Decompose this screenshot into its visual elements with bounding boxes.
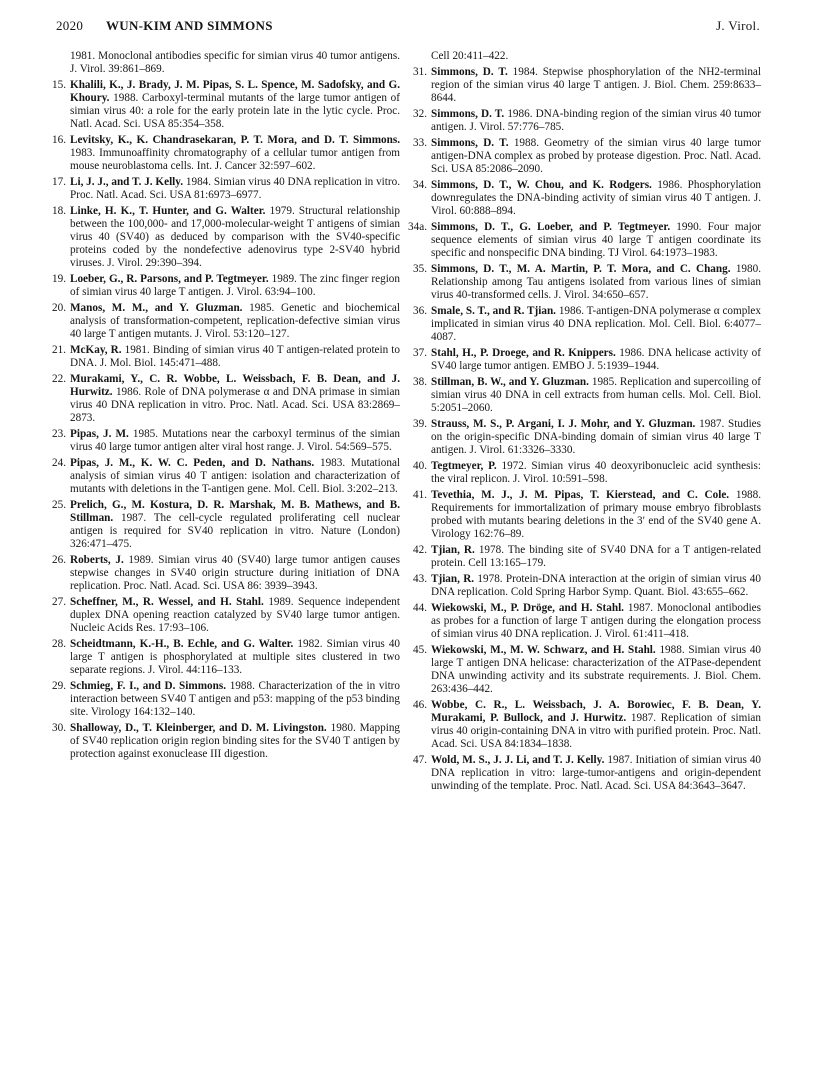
- reference-text: 1987. Replication of simian virus 40 origin-containing DNA in vitro with purified protein. Proc. Natl. Acad. Sci. USA 84:1834–1838.: [431, 712, 761, 750]
- reference-number: 31.: [413, 66, 427, 78]
- reference-text: 1981. Monoclonal antibodies specific for simian virus 40 tumor antigens. J. Virol. 39:861–869.: [70, 50, 400, 75]
- reference-text: 1987. The cell-cycle regulated proliferating cell nuclear antigen is required for SV40 replication in vitro. Nature (London) 326:471–475.: [70, 512, 401, 550]
- page-number: 2020: [56, 18, 84, 33]
- reference-authors: Tjian, R.: [431, 544, 475, 556]
- reference-authors: Manos, M. M., and Y. Gluzman.: [70, 302, 243, 314]
- reference-number: 19.: [52, 273, 66, 285]
- reference-authors: Scheffner, M., R. Wessel, and H. Stahl.: [70, 596, 264, 608]
- reference-number: 46.: [413, 699, 427, 711]
- reference-number: 33.: [413, 137, 427, 149]
- reference-entry: [413, 644, 762, 696]
- reference-text: 1981. Binding of simian virus 40 T antigen-related protein to DNA. J. Mol. Biol. 145:471–488.: [70, 344, 400, 369]
- reference-authors: Li, J. J., and T. J. Kelly.: [70, 176, 184, 188]
- reference-entry: [413, 754, 762, 793]
- references-right-column: [408, 50, 762, 796]
- reference-entry: [52, 499, 401, 551]
- reference-authors: Simmons, D. T.: [431, 66, 508, 78]
- reference-number: 26.: [52, 554, 66, 566]
- reference-number: 47.: [413, 754, 427, 766]
- reference-authors: Tegtmeyer, P.: [431, 460, 497, 472]
- running-header: [56, 18, 760, 40]
- reference-authors: Wiekowski, M., P. Dröge, and H. Stahl.: [431, 602, 624, 614]
- reference-text: 1990. Four major sequence elements of simian virus 40 large T antigen coordinate its specific and nonspecific DNA binding. TJ Virol. 64:1973–1983.: [431, 221, 762, 259]
- journal-name: J. Virol.: [716, 18, 760, 33]
- reference-text: 1986. Role of DNA polymerase α and DNA primase in simian virus 40 DNA replication in vitro. Proc. Natl. Acad. Sci. USA 83:2869–2873.: [70, 386, 401, 424]
- reference-authors: Pipas, J. M.: [70, 428, 129, 440]
- reference-text: 1972. Simian virus 40 deoxyribonucleic acid synthesis: the viral replicon. J. Virol. 10:591–598.: [431, 460, 761, 485]
- reference-text: 1986. DNA-binding region of the simian virus 40 tumor antigen. J. Virol. 57:776–785.: [431, 108, 761, 133]
- reference-authors: Levitsky, K., K. Chandrasekaran, P. T. Mora, and D. T. Simmons.: [70, 134, 400, 146]
- reference-text: 1989. Sequence independent duplex DNA opening reaction catalyzed by SV40 large tumor antigen. Nucleic Acids Res. 17:93–106.: [70, 596, 400, 634]
- reference-number: 34a.: [408, 221, 427, 233]
- reference-text: 1980. Relationship among Tau antigens isolated from various lines of simian virus 40-transformed cells. J. Virol. 34:650–657.: [431, 263, 761, 301]
- reference-text: Cell 20:411–422.: [431, 50, 509, 62]
- reference-text: 1985. Mutations near the carboxyl terminus of the simian virus 40 large tumor antigen alter viral host range. J. Virol. 54:569–575.: [70, 428, 401, 453]
- reference-entry: [413, 573, 761, 599]
- reference-authors: Roberts, J.: [70, 554, 124, 566]
- reference-authors: Simmons, D. T.: [431, 137, 509, 149]
- reference-entry: [413, 418, 761, 457]
- reference-number: 15.: [52, 79, 66, 91]
- reference-authors: Linke, H. K., T. Hunter, and G. Walter.: [70, 205, 266, 217]
- reference-authors: Scheidtmann, K.-H., B. Echle, and G. Walter.: [70, 638, 294, 650]
- reference-entry: [52, 79, 400, 131]
- reference-text: 1983. Mutational analysis of simian virus 40 T antigen: isolation and characterization of mutants with deletions in the T-antigen gene. Mol. Cell. Biol. 3:202–213.: [70, 457, 401, 495]
- reference-entry: [413, 376, 761, 415]
- reference-number: 23.: [52, 428, 66, 440]
- reference-authors: Prelich, G., M. Kostura, D. R. Marshak, M. B. Mathews, and B. Stillman.: [70, 499, 400, 524]
- reference-number: 20.: [52, 302, 66, 314]
- reference-entry: [52, 373, 401, 425]
- reference-number: 39.: [413, 418, 427, 430]
- reference-text: 1987. Studies on the origin-specific DNA-binding domain of simian virus 40 large T antigen. J. Virol. 61:3326–3330.: [431, 418, 761, 456]
- reference-entry: [413, 66, 762, 105]
- reference-entry: [52, 596, 400, 635]
- reference-number: 25.: [52, 499, 66, 511]
- reference-authors: Pipas, J. M., K. W. C. Peden, and D. Nathans.: [70, 457, 315, 469]
- reference-text: 1988. Requirements for immortalization of primary mouse embryo fibroblasts probed with mutants bearing deletions in the 3′ end of the SV40 gene A. Virology 162:76–89.: [431, 489, 762, 540]
- reference-number: 16.: [52, 134, 66, 146]
- reference-number: 35.: [413, 263, 427, 275]
- reference-entry: [52, 134, 400, 173]
- reference-text: 1987. Initiation of simian virus 40 DNA replication in vitro: large-tumor-antigens and origin-dependent unwinding of the template. Proc. Natl. Acad. Sci. USA 84:3643–3647.: [431, 754, 762, 792]
- reference-entry: [417, 50, 761, 63]
- reference-text: 1988. Simian virus 40 large T antigen DNA helicase: characterization of the ATPase-dependent DNA unwinding activity and its substrate requirements. J. Biol. Chem. 263:436–442.: [431, 644, 762, 695]
- reference-entry: [52, 302, 400, 341]
- reference-text: 1978. The binding site of SV40 DNA for a T antigen-related protein. Cell 13:165–179.: [431, 544, 761, 569]
- reference-number: 17.: [52, 176, 66, 188]
- reference-authors: Khalili, K., J. Brady, J. M. Pipas, S. L. Spence, M. Sadofsky, and G. Khoury.: [70, 79, 400, 104]
- reference-text: 1982. Simian virus 40 large T antigen is phosphorylated at multiple sites clustered in two separate regions. J. Virol. 44:116–133.: [70, 638, 401, 676]
- reference-number: 21.: [52, 344, 66, 356]
- reference-text: 1980. Mapping of SV40 replication origin region binding sites for the SV40 T antigen by protection against exonuclease III digestion.: [70, 722, 401, 760]
- reference-entry: [413, 544, 761, 570]
- reference-entry: [408, 221, 762, 260]
- reference-text: 1985. Genetic and biochemical analysis of transformation-competent, replication-defective simian virus 40 large T antigen mutants. J. Virol. 53:120–127.: [70, 302, 400, 340]
- reference-entry: [52, 722, 401, 761]
- reference-entry: [52, 344, 400, 370]
- reference-text: 1987. Monoclonal antibodies as probes for a function of large T antigen during the elongation process of simian virus 40 DNA replication. J. Virol. 61:411–418.: [431, 602, 762, 640]
- reference-authors: Tevethia, M. J., J. M. Pipas, T. Kierstead, and C. Cole.: [431, 489, 730, 501]
- reference-entry: [52, 273, 400, 299]
- reference-number: 29.: [52, 680, 66, 692]
- reference-number: 45.: [413, 644, 427, 656]
- reference-authors: Strauss, M. S., P. Argani, I. J. Mohr, and Y. Gluzman.: [431, 418, 696, 430]
- running-authors: WUN-KIM AND SIMMONS: [106, 18, 273, 33]
- reference-entry: [413, 489, 762, 541]
- reference-entry: [413, 108, 761, 134]
- reference-number: 22.: [52, 373, 66, 385]
- reference-number: 34.: [413, 179, 427, 191]
- reference-text: 1988. Carboxyl-terminal mutants of the large tumor antigen of simian virus 40: a role for the early protein late in the lytic cycle. Proc. Natl. Acad. Sci. USA 85:354–358.: [70, 92, 400, 130]
- reference-number: 42.: [413, 544, 427, 556]
- reference-text: 1984. Stepwise phosphorylation of the NH2-terminal region of the simian virus 40 large T antigen. J. Biol. Chem. 259:8633–8644.: [431, 66, 762, 104]
- references-left-column: [52, 50, 401, 764]
- reference-text: 1989. The zinc finger region of simian virus 40 large T antigen. J. Virol. 63:94–100.: [70, 273, 400, 298]
- reference-number: 30.: [52, 722, 66, 734]
- reference-entry: [52, 554, 400, 593]
- reference-number: 27.: [52, 596, 66, 608]
- reference-text: 1985. Replication and supercoiling of simian virus 40 DNA in cell extracts from human cells. Mol. Cell. Biol. 5:2051–2060.: [431, 376, 761, 414]
- reference-number: 36.: [413, 305, 427, 317]
- reference-number: 40.: [413, 460, 427, 472]
- reference-authors: Simmons, D. T.: [431, 108, 505, 120]
- reference-text: 1988. Characterization of the in vitro interaction between SV40 T antigen and p53: mapping of the p53 binding site. Virology 164:132–140.: [70, 680, 401, 718]
- reference-authors: Smale, S. T., and R. Tjian.: [431, 305, 556, 317]
- reference-authors: Wobbe, C. R., L. Weissbach, J. A. Borowiec, F. B. Dean, Y. Murakami, P. Bullock, and J. Hurwitz.: [431, 699, 761, 724]
- reference-entry: [52, 638, 401, 677]
- reference-text: 1978. Protein-DNA interaction at the origin of simian virus 40 DNA replication. Cold Spring Harbor Symp. Quant. Biol. 43:655–662.: [431, 573, 761, 598]
- reference-authors: Wold, M. S., J. J. Li, and T. J. Kelly.: [431, 754, 605, 766]
- reference-number: 43.: [413, 573, 427, 585]
- reference-entry: [56, 50, 400, 76]
- reference-authors: Wiekowski, M., M. W. Schwarz, and H. Stahl.: [431, 644, 656, 656]
- reference-text: 1989. Simian virus 40 (SV40) large tumor antigen causes stepwise changes in SV40 origin structure during initiation of DNA replication. Proc. Natl. Acad. Sci. USA 86: 3939–3943.: [70, 554, 400, 592]
- reference-authors: Simmons, D. T., M. A. Martin, P. T. Mora, and C. Chang.: [431, 263, 731, 275]
- reference-entry: [413, 263, 761, 302]
- reference-entry: [52, 176, 400, 202]
- reference-authors: Stillman, B. W., and Y. Gluzman.: [431, 376, 589, 388]
- reference-authors: McKay, R.: [70, 344, 122, 356]
- reference-number: 44.: [413, 602, 427, 614]
- reference-entry: [413, 347, 761, 373]
- reference-number: 28.: [52, 638, 66, 650]
- reference-text: 1983. Immunoaffinity chromatography of a cellular tumor antigen from mouse neuroblastoma cells. Int. J. Cancer 32:597–602.: [70, 147, 400, 172]
- reference-authors: Simmons, D. T., W. Chou, and K. Rodgers.: [431, 179, 652, 191]
- reference-entry: [52, 205, 401, 270]
- reference-authors: Tjian, R.: [431, 573, 475, 585]
- reference-authors: Schmieg, F. I., and D. Simmons.: [70, 680, 226, 692]
- reference-text: 1986. Phosphorylation downregulates the DNA-binding activity of simian virus 40 T antigen. J. Virol. 60:888–894.: [431, 179, 762, 217]
- reference-number: 38.: [413, 376, 427, 388]
- reference-text: 1979. Structural relationship between the 100,000- and 17,000-molecular-weight T antigens of simian virus 40 (SV40) as deduced by comparison with the SV40-specific proteins coded by the nondefective adenovirus type 2-SV40 hybrid viruses. J. Virol. 29:390–394.: [70, 205, 401, 269]
- reference-number: 24.: [52, 457, 66, 469]
- reference-text: 1986. DNA helicase activity of SV40 large tumor antigen. EMBO J. 5:1939–1944.: [431, 347, 761, 372]
- reference-entry: [52, 680, 401, 719]
- reference-authors: Shalloway, D., T. Kleinberger, and D. M. Livingston.: [70, 722, 327, 734]
- reference-authors: Murakami, Y., C. R. Wobbe, L. Weissbach, F. B. Dean, and J. Hurwitz.: [70, 373, 400, 398]
- reference-number: 37.: [413, 347, 427, 359]
- reference-entry: [52, 457, 401, 496]
- reference-number: 18.: [52, 205, 66, 217]
- reference-entry: [413, 137, 762, 176]
- reference-number: 41.: [413, 489, 427, 501]
- reference-entry: [413, 305, 761, 344]
- reference-entry: [52, 428, 401, 454]
- reference-entry: [413, 179, 762, 218]
- reference-authors: Stahl, H., P. Droege, and R. Knippers.: [431, 347, 616, 359]
- reference-text: 1984. Simian virus 40 DNA replication in vitro. Proc. Natl. Acad. Sci. USA 81:6973–6977.: [70, 176, 400, 201]
- reference-authors: Loeber, G., R. Parsons, and P. Tegtmeyer.: [70, 273, 269, 285]
- reference-entry: [413, 602, 762, 641]
- reference-text: 1988. Geometry of the simian virus 40 large tumor antigen-DNA complex as probed by protease digestion. Proc. Natl. Acad. Sci. USA 85:2086–2090.: [431, 137, 762, 175]
- reference-authors: Simmons, D. T., G. Loeber, and P. Tegtmeyer.: [431, 221, 671, 233]
- reference-entry: [413, 460, 761, 486]
- reference-entry: [413, 699, 761, 751]
- reference-text: 1986. T-antigen-DNA polymerase α complex implicated in simian virus 40 DNA replication. Mol. Cell. Biol. 6:4077–4087.: [431, 305, 761, 343]
- reference-number: 32.: [413, 108, 427, 120]
